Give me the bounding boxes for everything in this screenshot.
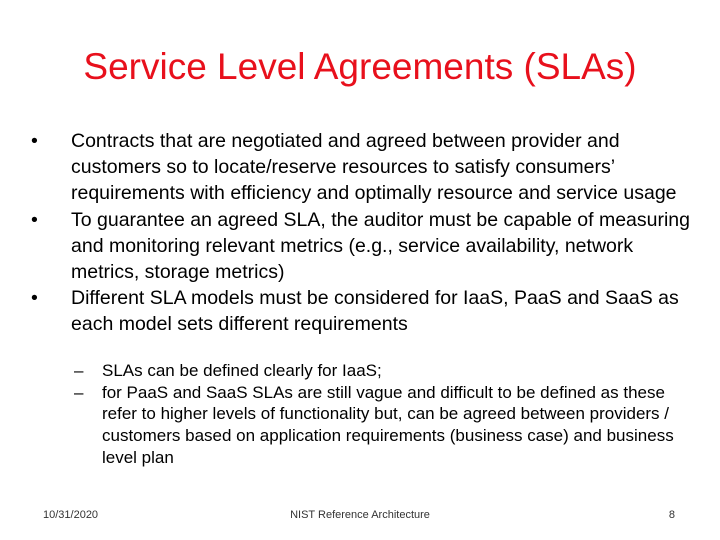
- bullet-marker: •: [31, 130, 38, 152]
- footer-date: 10/31/2020: [43, 509, 99, 521]
- sub-bullet-item: [74, 360, 694, 382]
- bullet-marker: •: [31, 287, 38, 310]
- bullet-marker: •: [31, 208, 38, 231]
- bullet-text: To guarantee an agreed SLA, the auditor must be capable of measuring and monitoring relevant metrics (e.g., service availability, network metrics, storage metrics): [71, 208, 690, 284]
- footer-title: NIST Reference Architecture: [290, 509, 430, 521]
- bullet-text: Contracts that are negotiated and agreed between provider and customers so to locate/reserve resources to satisfy consumers’ requirements with efficiency and optimally resource and service usage: [71, 130, 677, 205]
- sub-bullet-list: [74, 360, 694, 469]
- slide-title: Service Level Agreements (SLAs): [83, 46, 637, 87]
- sub-bullet-marker: –: [74, 361, 84, 380]
- sub-bullet-marker: –: [74, 382, 84, 402]
- sub-bullet-item: [74, 382, 694, 469]
- sub-bullet-text: for PaaS and SaaS SLAs are still vague and difficult to be defined as these refer to higher levels of functionality but, can be agreed between providers / customers based on application requirements (business case) and business level plan: [102, 382, 674, 467]
- bullet-list: [30, 128, 690, 338]
- bullet-item: [30, 285, 690, 337]
- page-number: 8: [668, 509, 675, 521]
- bullet-item: [30, 207, 690, 286]
- sub-bullet-text: SLAs can be defined clearly for IaaS;: [102, 361, 382, 380]
- bullet-item: [30, 128, 690, 207]
- bullet-text: Different SLA models must be considered for IaaS, PaaS and SaaS as each model sets different requirements: [71, 287, 679, 336]
